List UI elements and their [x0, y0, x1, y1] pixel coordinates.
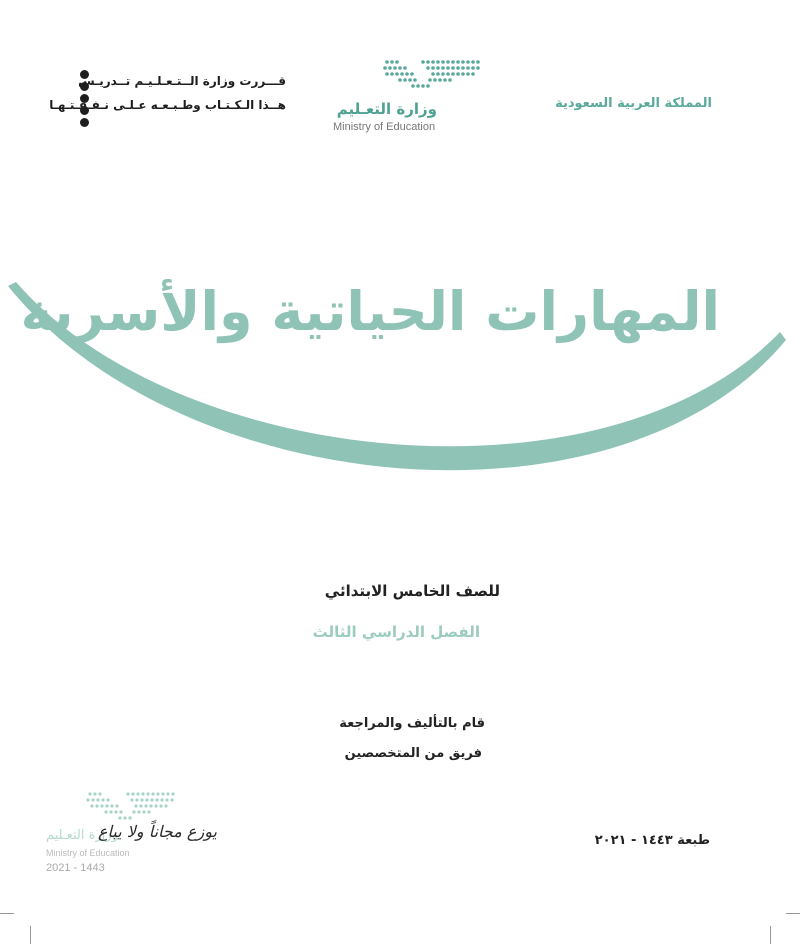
ministry-name-english: Ministry of Education: [333, 121, 436, 133]
authored-by-label: قام بالتأليف والمراجعة: [339, 716, 485, 731]
term-label: الفصل الدراسي الثالث: [312, 623, 480, 641]
kingdom-name: المملكة العربية السعودية: [555, 96, 712, 111]
edition-label: طبعة ١٤٤٣ - ٢٠٢١: [594, 833, 710, 848]
decree-line-2: هــذا الـكـتـاب وطـبـعـه عـلـى نـفـقـتـهـا: [49, 98, 286, 112]
crop-mark: [786, 913, 800, 914]
crop-mark: [0, 913, 14, 914]
stamp-year: 2021 - 1443: [46, 862, 105, 874]
stamp-ministry-english: Ministry of Education: [46, 848, 130, 858]
book-title: المهارات الحياتية والأسرية: [20, 280, 720, 343]
authors-team: فريق من المتخصصين: [344, 746, 482, 761]
decree-line-1: قـــررت وزارة الــتـعـلـيـم تــدريـس: [78, 74, 286, 88]
stamp-ministry-arabic: وزارة التعـليم: [46, 828, 118, 843]
free-distribution-stamp: يوزع مجاناً ولا يباع: [98, 822, 217, 841]
crop-mark: [30, 926, 31, 944]
crop-mark: [770, 926, 771, 944]
grade-label: للصف الخامس الابتدائي: [324, 582, 500, 600]
stamp-ministry-logo-icon: [84, 790, 184, 820]
ministry-name-arabic: وزارة التعـليم: [336, 100, 437, 118]
